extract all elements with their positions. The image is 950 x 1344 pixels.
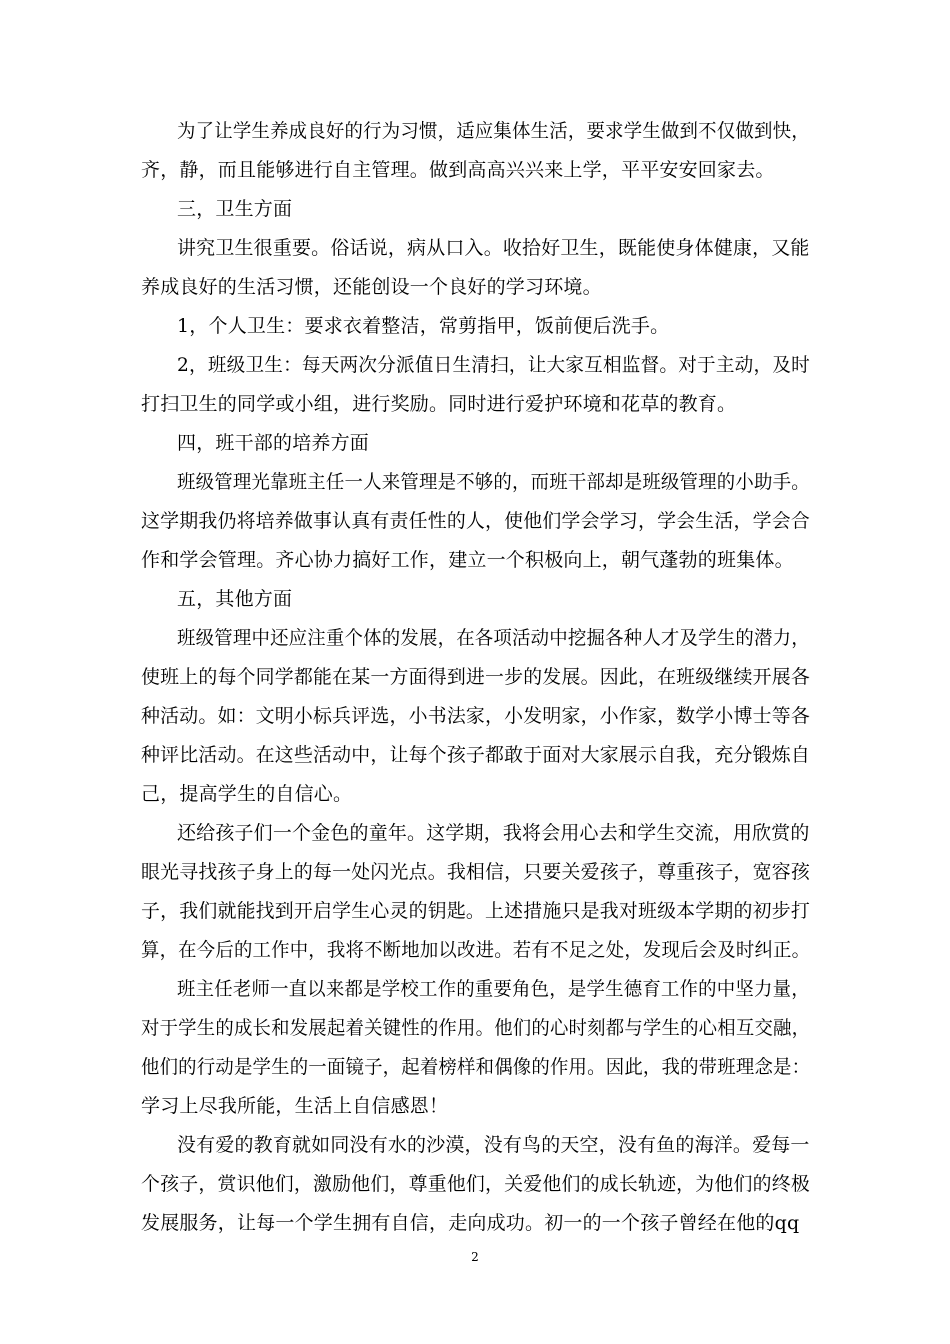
section-heading: 三，卫生方面 — [177, 198, 293, 220]
paragraph-line: 养成良好的生活习惯，还能创设一个良好的学习环境。 — [141, 276, 602, 298]
paragraph-line: 学习上尽我所能，生活上自信感恩！ — [141, 1095, 449, 1117]
paragraph-line: 班级管理中还应注重个体的发展，在各项活动中挖掘各种人才及学生的潜力， — [177, 627, 810, 649]
paragraph-line: 眼光寻找孩子身上的每一处闪光点。我相信，只要关爱孩子，尊重孩子，宽容孩 — [141, 861, 810, 883]
paragraph-line: 个孩子，赏识他们，激励他们，尊重他们，关爱他们的成长轨迹，为他们的终极 — [141, 1173, 810, 1195]
paragraph-line: 班主任老师一直以来都是学校工作的重要角色，是学生德育工作的中坚力量， — [177, 978, 810, 1000]
paragraph-line: 种活动。如：文明小标兵评选，小书法家，小发明家，小作家，数学小博士等各 — [141, 705, 810, 727]
section-heading: 四，班干部的培养方面 — [177, 432, 370, 454]
section-heading: 五，其他方面 — [177, 588, 293, 610]
paragraph-line: 讲究卫生很重要。俗话说，病从口入。收拾好卫生，既能使身体健康，又能 — [177, 237, 810, 259]
page-number: 2 — [471, 1250, 479, 1264]
paragraph-line: 打扫卫生的同学或小组，进行奖励。同时进行爱护环境和花草的教育。 — [141, 393, 737, 415]
paragraph-line: 子，我们就能找到开启学生心灵的钥匙。上述措施只是我对班级本学期的初步打 — [141, 900, 810, 922]
paragraph-line: 己，提高学生的自信心。 — [141, 783, 353, 805]
paragraph-line: 为了让学生养成良好的行为习惯，适应集体生活，要求学生做到不仅做到快， — [177, 120, 810, 142]
paragraph-line: 种评比活动。在这些活动中，让每个孩子都敢于面对大家展示自我，充分锻炼自 — [141, 744, 810, 766]
paragraph-line: 使班上的每个同学都能在某一方面得到进一步的发展。因此，在班级继续开展各 — [141, 666, 810, 688]
paragraph-line: 班级管理光靠班主任一人来管理是不够的，而班干部却是班级管理的小助手。 — [177, 471, 810, 493]
paragraph-line: 对于学生的成长和发展起着关键性的作用。他们的心时刻都与学生的心相互交融， — [141, 1017, 811, 1039]
paragraph-line: 还给孩子们一个金色的童年。这学期，我将会用心去和学生交流，用欣赏的 — [177, 822, 810, 844]
paragraph-line: 这学期我仍将培养做事认真有责任性的人，使他们学会学习，学会生活，学会合 — [141, 510, 810, 532]
paragraph-line: 他们的行动是学生的一面镜子，起着榜样和偶像的作用。因此，我的带班理念是： — [141, 1056, 811, 1078]
paragraph-line: 1，个人卫生：要求衣着整洁，常剪指甲，饭前便后洗手。 — [177, 315, 670, 337]
paragraph-line: 2，班级卫生：每天两次分派值日生清扫，让大家互相监督。对于主动，及时 — [177, 354, 810, 376]
paragraph-line: 发展服务，让每一个学生拥有自信，走向成功。初一的一个孩子曾经在他的qq — [141, 1212, 800, 1234]
paragraph-line: 算，在今后的工作中，我将不断地加以改进。若有不足之处，发现后会及时纠正。 — [141, 939, 811, 961]
paragraph-line: 齐，静，而且能够进行自主管理。做到高高兴兴来上学，平平安安回家去。 — [141, 159, 775, 181]
paragraph-line: 没有爱的教育就如同没有水的沙漠，没有鸟的天空，没有鱼的海洋。爱每一 — [177, 1134, 810, 1156]
paragraph-line: 作和学会管理。齐心协力搞好工作，建立一个积极向上，朝气蓬勃的班集体。 — [141, 549, 794, 571]
